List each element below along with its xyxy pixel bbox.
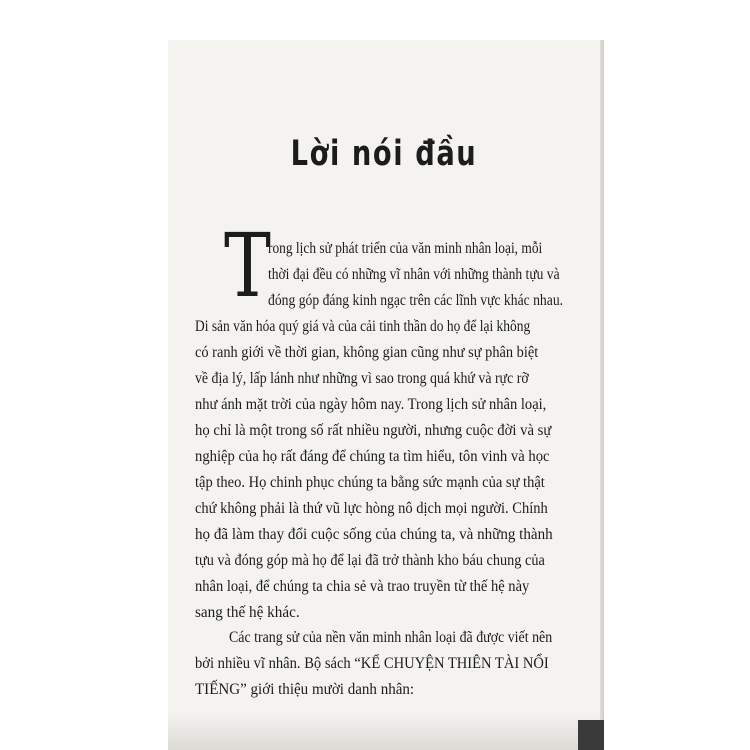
body-line-5: có ranh giới về thời gian, không gian cũng như sự phân biệt <box>195 344 539 361</box>
body-line-10: tập theo. Họ chinh phục chúng ta bằng sức mạnh của sự thật <box>195 474 545 491</box>
body-line-4: Di sản văn hóa quý giá và của cải tinh thần do họ để lại không <box>195 318 531 335</box>
page-title: Lời nói đầu <box>290 134 478 174</box>
page-edge <box>600 40 604 750</box>
body-line-6: về địa lý, lấp lánh như những vì sao trong quá khứ và rực rỡ <box>195 370 529 387</box>
body-line-3: đóng góp đáng kinh ngạc trên các lĩnh vực khác nhau. <box>268 292 564 309</box>
body-line-1: rong lịch sử phát triển của văn minh nhân loại, mỗi <box>268 240 543 257</box>
body-line-16: Các trang sử của nền văn minh nhân loại đã được viết nên <box>229 629 553 646</box>
body-line-2: thời đại đều có những vĩ nhân với những thành tựu và <box>268 266 560 283</box>
body-line-8: họ chỉ là một trong số rất nhiều người, nhưng cuộc đời và sự <box>195 422 552 439</box>
drop-cap-letter: T <box>224 214 271 317</box>
corner-mark <box>578 720 604 750</box>
body-line-12: họ đã làm thay đổi cuộc sống của chúng ta, và những thành <box>195 526 553 543</box>
body-line-17: bởi nhiều vĩ nhân. Bộ sách “KỂ CHUYỆN THIÊN TÀI NỔI <box>195 655 549 672</box>
body-line-11: chứ không phải là thứ vũ lực hòng nô dịch mọi người. Chính <box>195 500 548 517</box>
body-line-9: nghiệp của họ rất đáng để chúng ta tìm hiểu, tôn vinh và học <box>195 448 550 465</box>
body-line-7: như ánh mặt trời của ngày hôm nay. Trong lịch sử nhân loại, <box>195 396 547 413</box>
body-line-18: TIẾNG” giới thiệu mười danh nhân: <box>195 681 415 698</box>
page-shadow <box>168 712 604 750</box>
body-line-13: tựu và đóng góp mà họ để lại đã trở thành kho báu chung của <box>195 552 545 569</box>
body-line-15: sang thế hệ khác. <box>195 604 300 621</box>
body-line-14: nhân loại, để chúng ta chia sẻ và trao truyền từ thế hệ này <box>195 578 530 595</box>
